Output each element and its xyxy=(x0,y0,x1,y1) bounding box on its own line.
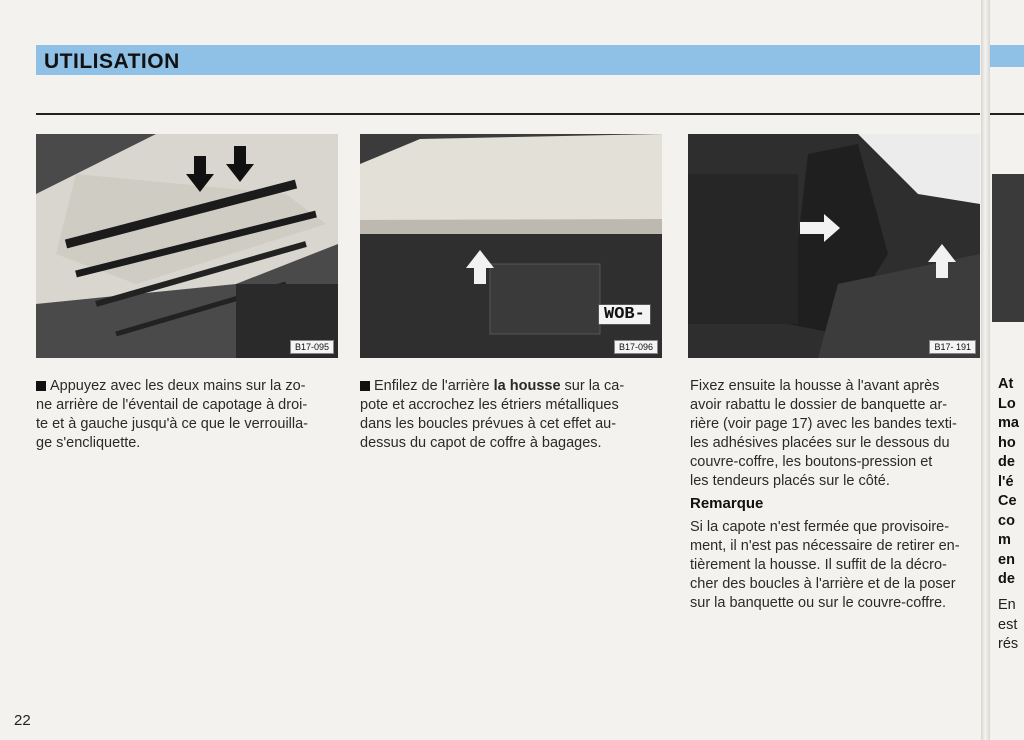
book-gutter xyxy=(981,0,990,740)
next-page-plain-fragments: En est rés xyxy=(998,597,1019,652)
caption-fan-folding: Appuyez avec les deux mains sur la zo- ne arrière de l'éventail de capotage à droi- te et à gauche jusqu'à ce que le verrouilla- ge s'encliquette. xyxy=(36,378,308,451)
caption-cover-front: Fixez ensuite la housse à l'avant après avoir rabattu le dossier de banquette ar- rière (voir page 17) avec les bandes texti- les adhésives placées sur le dessous du couvre-coffre, les boutons-pression et les tendeurs placés sur le côté. xyxy=(690,378,957,489)
bullet-square xyxy=(36,381,46,391)
photo-reference: B17-096 xyxy=(614,340,658,354)
next-page-header-bar xyxy=(990,45,1024,67)
next-page-photo xyxy=(992,174,1024,322)
photo-reference: B17-095 xyxy=(290,340,334,354)
next-page-bold-fragments: At Lo ma ho de l'é Ce co m en de xyxy=(998,376,1019,587)
remarque-text: Si la capote n'est fermée que provisoire- ment, il n'est pas nécessaire de retirer en- tièrement la housse. Il suffit de la décro- cher des boucles à l'arrière et de la poser sur la banquette ou sur le couvre-coffre. xyxy=(690,519,960,611)
license-plate: WOB- xyxy=(598,304,651,325)
header-rule xyxy=(36,113,980,115)
page-number: 22 xyxy=(14,712,31,729)
remarque-heading: Remarque xyxy=(690,495,764,512)
section-title: UTILISATION xyxy=(44,50,180,73)
next-page-rule xyxy=(990,113,1024,115)
caption-cover-rear: Enfilez de l'arrière la housse sur la ca- pote et accrochez les étriers métalliques dans les boucles prévues à cet effet au- dessus du capot de coffre à bagages. xyxy=(360,378,625,451)
photo-fan-folding xyxy=(36,134,338,358)
photo-cover-front xyxy=(688,134,980,358)
bullet-square xyxy=(360,381,370,391)
photo-reference: B17- 191 xyxy=(929,340,976,354)
bold-term: la housse xyxy=(493,378,561,394)
